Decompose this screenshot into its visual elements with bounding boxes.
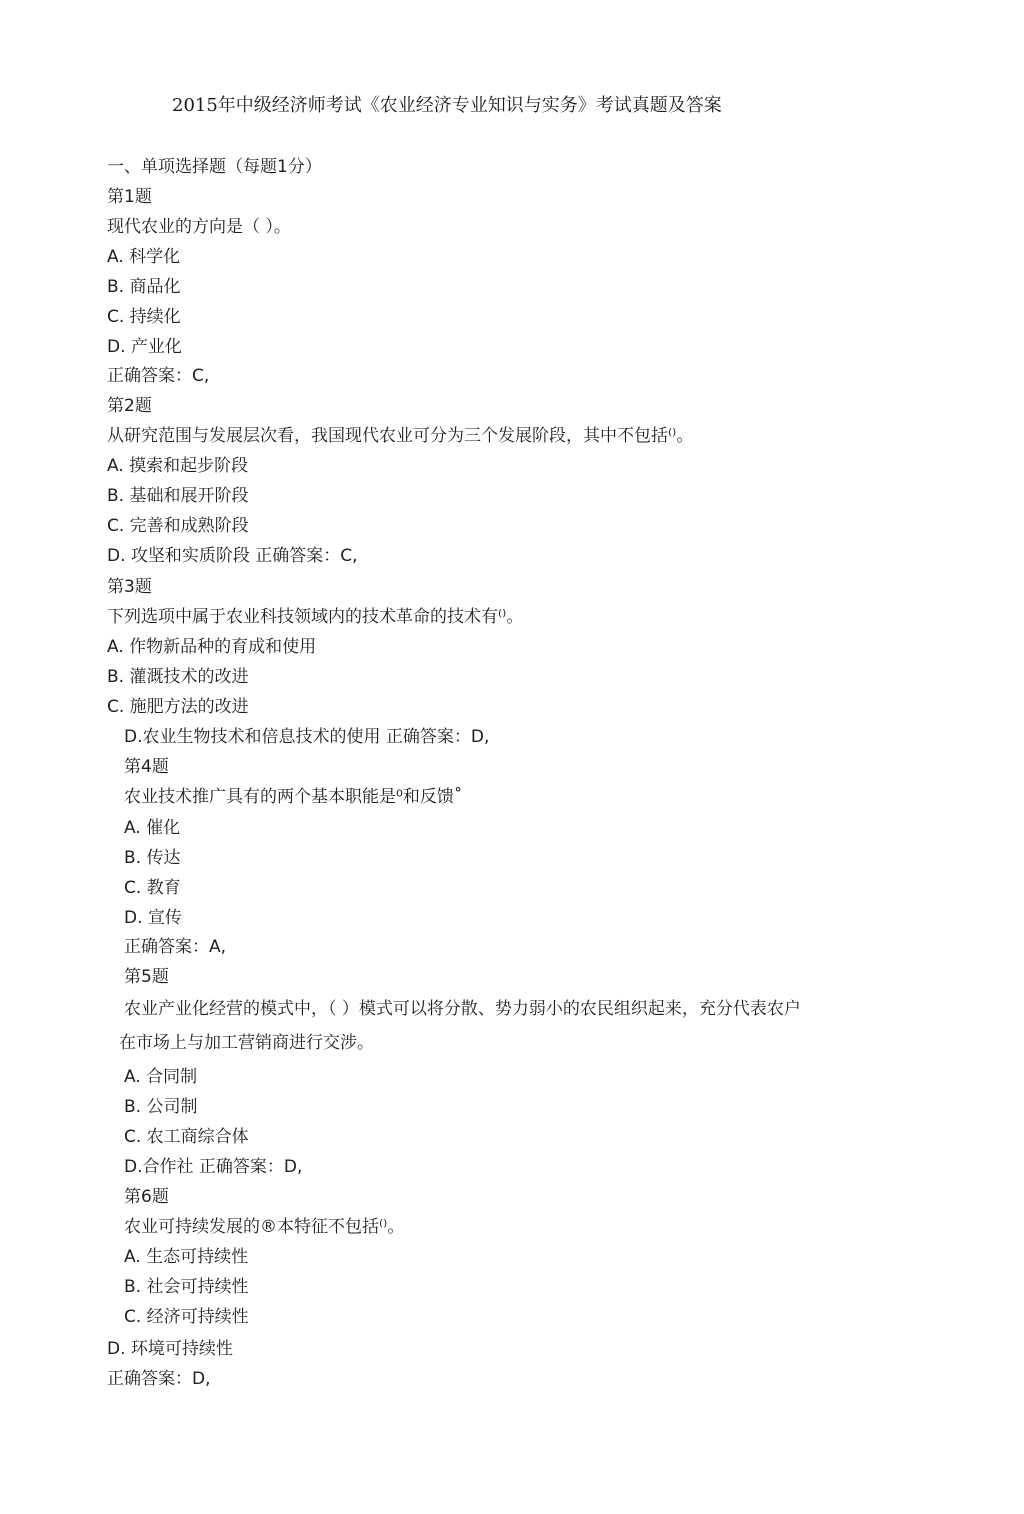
option-d-answer: D.合作社 正确答案：D, — [124, 1157, 303, 1177]
option-a: A. 合同制 — [124, 1067, 198, 1087]
question-number: 第1题 — [107, 187, 152, 207]
option-d: D. 宣传 — [124, 908, 182, 928]
question-number: 第2题 — [107, 396, 152, 416]
option-a: A. 生态可持续性 — [124, 1247, 249, 1267]
option-a: A. 摸索和起步阶段 — [107, 456, 249, 476]
option-d-answer: D. 攻坚和实质阶段 正确答案：C, — [107, 546, 358, 566]
document-title: 2015年中级经济师考试《农业经济专业知识与实务》考试真题及答案 — [172, 95, 722, 116]
option-b: B. 传达 — [124, 848, 181, 868]
question-text: 现代农业的方向是（ ）。 — [107, 217, 291, 237]
option-b: B. 灌溉技术的改进 — [107, 667, 249, 687]
answer: 正确答案：A, — [124, 937, 227, 957]
option-a: A. 科学化 — [107, 247, 181, 267]
question-number: 第5题 — [124, 967, 169, 987]
option-b: B. 社会可持续性 — [124, 1277, 249, 1297]
question-number: 第4题 — [124, 757, 169, 777]
question-text-continued: 在市场上与加工营销商进行交涉。 — [119, 1033, 374, 1053]
option-d-answer: D.农业生物技术和倍息技术的使用 正确答案：D, — [124, 727, 490, 747]
option-c: C. 经济可持续性 — [124, 1307, 249, 1327]
option-a: A. 作物新品种的育成和使用 — [107, 637, 317, 657]
answer: 正确答案：D, — [107, 1369, 211, 1389]
question-text: 农业产业化经营的模式中，（ ）模式可以将分散、势力弱小的农民组织起来，充分代表农户 — [124, 999, 801, 1019]
question-text: 下列选项中属于农业科技领域内的技术革命的技术有⁽⁾。 — [107, 607, 524, 627]
option-c: C. 完善和成熟阶段 — [107, 516, 249, 536]
answer: 正确答案：C, — [107, 366, 210, 386]
option-d: D. 环境可持续性 — [107, 1339, 233, 1359]
option-d: D. 产业化 — [107, 337, 182, 357]
question-number: 第3题 — [107, 577, 152, 597]
option-c: C. 施肥方法的改进 — [107, 697, 249, 717]
option-c: C. 教育 — [124, 878, 181, 898]
option-b: B. 基础和展开阶段 — [107, 486, 249, 506]
option-c: C. 农工商综合体 — [124, 1127, 249, 1147]
question-text: 农业可持续发展的®本特征不包括⁽⁾。 — [124, 1217, 405, 1237]
question-text: 从研究范围与发展层次看，我国现代农业可分为三个发展阶段，其中不包括⁽⁾。 — [107, 426, 694, 446]
option-b: B. 商品化 — [107, 277, 181, 297]
question-number: 第6题 — [124, 1187, 169, 1207]
option-c: C. 持续化 — [107, 307, 181, 327]
option-b: B. 公司制 — [124, 1097, 198, 1117]
question-text: 农业技术推广具有的两个基本职能是⁰和反馈˚ — [124, 787, 463, 807]
option-a: A. 催化 — [124, 818, 181, 838]
section-heading: 一、单项选择题（每题1分） — [107, 157, 322, 177]
